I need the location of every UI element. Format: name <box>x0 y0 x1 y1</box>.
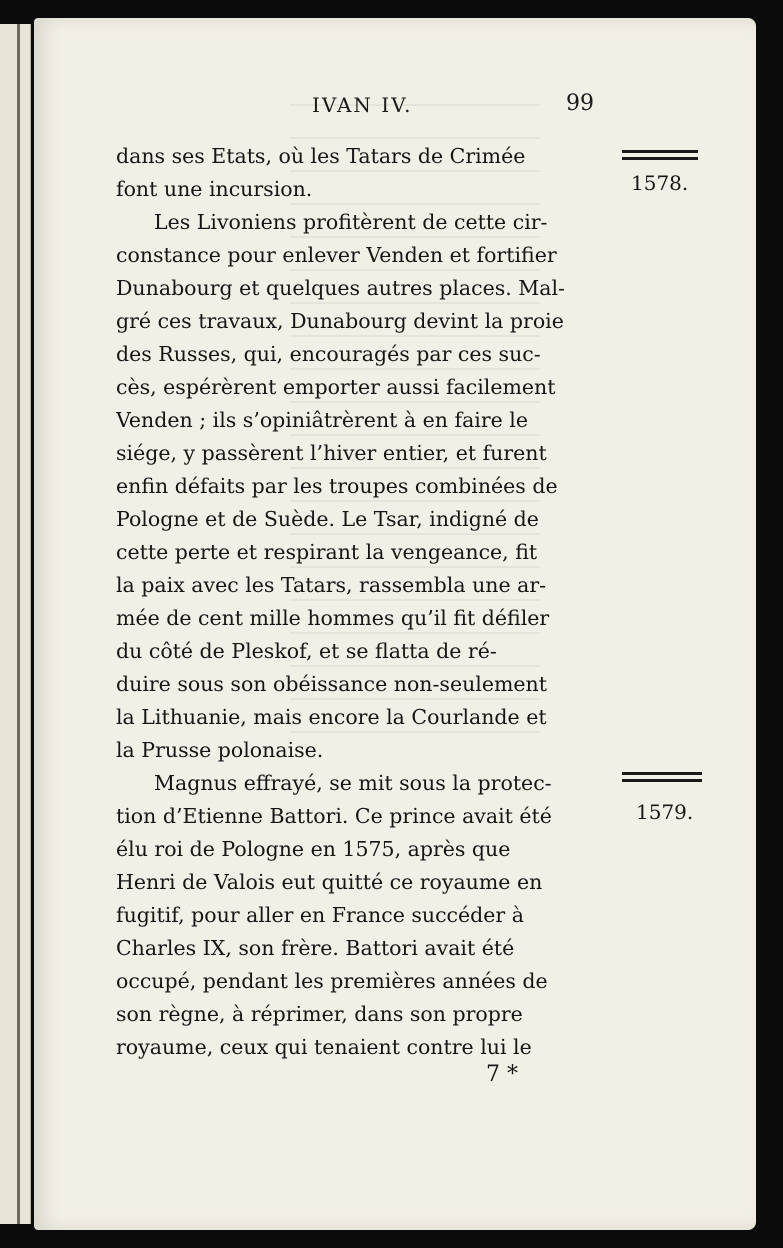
text-line: des Russes, qui, encouragés par ces suc- <box>116 342 541 366</box>
text-line: mée de cent mille hommes qu’il fit défiler <box>116 606 550 630</box>
text-line: la Lithuanie, mais encore la Courlande et <box>116 705 547 729</box>
text-line: Les Livoniens profitèrent de cette cir- <box>154 210 548 234</box>
text-line: Dunabourg et quelques autres places. Mal- <box>116 276 565 300</box>
text-line: la paix avec les Tatars, rassembla une ar- <box>116 573 547 597</box>
margin-rule-second <box>622 772 702 775</box>
text-line: occupé, pendant les premières années de <box>116 969 548 993</box>
text-line: du côté de Pleskof, et se flatta de ré- <box>116 639 497 663</box>
text-line: tion d’Etienne Battori. Ce prince avait été <box>116 804 552 828</box>
page-number: 99 <box>566 91 594 116</box>
text-line: gré ces travaux, Dunabourg devint la proie <box>116 309 564 333</box>
text-line: enfin défaits par les troupes combinées de <box>116 474 558 498</box>
text-line: la Prusse polonaise. <box>116 738 324 762</box>
binding-edge <box>17 24 20 1224</box>
signature-mark: 7 * <box>486 1062 518 1087</box>
text-line: son règne, à réprimer, dans son propre <box>116 1002 523 1026</box>
margin-rule-first <box>622 150 698 153</box>
text-line: siége, y passèrent l’hiver entier, et furent <box>116 441 547 465</box>
text-line: fugitif, pour aller en France succéder à <box>116 903 524 927</box>
previous-page-edge <box>0 24 31 1224</box>
text-line: Venden ; ils s’opiniâtrèrent à en faire le <box>116 408 528 432</box>
text-line: Pologne et de Suède. Le Tsar, indigné de <box>116 507 539 531</box>
text-line: constance pour enlever Venden et fortifier <box>116 243 557 267</box>
margin-year-second: 1579. <box>636 800 694 824</box>
text-line: font une incursion. <box>116 177 313 201</box>
text-line: Henri de Valois eut quitté ce royaume en <box>116 870 543 894</box>
text-line: duire sous son obéissance non-seulement <box>116 672 547 696</box>
text-line: cette perte et respirant la vengeance, fit <box>116 540 538 564</box>
page-header <box>0 93 783 133</box>
text-line: cès, espérèrent emporter aussi facilement <box>116 375 556 399</box>
text-line: Magnus effrayé, se mit sous la protec- <box>154 771 552 795</box>
text-line: Charles IX, son frère. Battori avait été <box>116 936 515 960</box>
main-text-block <box>116 140 618 1064</box>
margin-year-first: 1578. <box>631 171 689 195</box>
text-line: royaume, ceux qui tenaient contre lui le <box>116 1035 532 1059</box>
text-line: dans ses Etats, où les Tatars de Crimée <box>116 144 526 168</box>
running-head: IVAN IV. <box>312 93 413 117</box>
text-line: élu roi de Pologne en 1575, après que <box>116 837 511 861</box>
